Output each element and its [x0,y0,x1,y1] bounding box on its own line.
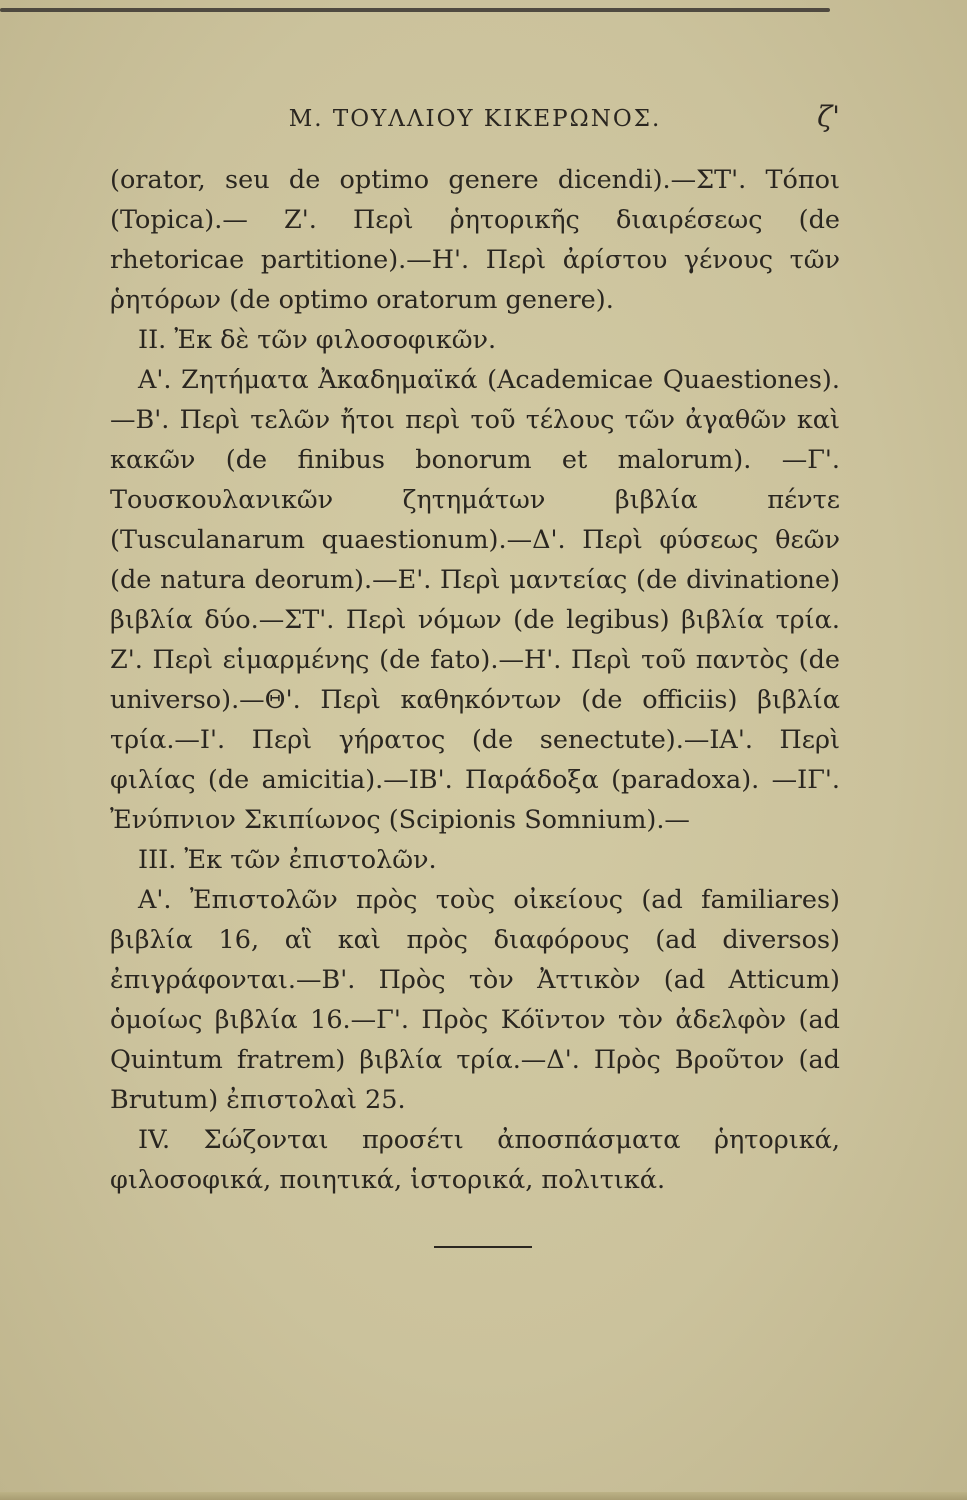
body-text [110,160,840,1200]
paragraph-letters: Α'. Ἐπιστολῶν πρὸς τοὺς οἰκείους (ad familiares) βιβλία 16, αἳ καὶ πρὸς διαφόρους (ad diversos) ἐπιγράφονται.—Β'. Πρὸς τὸν Ἀττικὸν (ad Atticum) ὁμοίως βιβλία 16.—Γ'. Πρὸς Κόϊντον τὸν ἀδελφὸν (ad Quintum fratrem) βιβλία τρία.—Δ'. Πρὸς Βροῦτον (ad Brutum) ἐπιστολαὶ 25. [110,885,840,1115]
running-head: Μ. ΤΟΥΛΛΙΟΥ ΚΙΚΕΡΩΝΟΣ. [288,106,662,132]
section-heading-philosophical: II. Ἐκ δὲ τῶν φιλοσοφικῶν. [138,325,497,355]
top-border-rule [0,8,830,12]
section-heading-letters: III. Ἐκ τῶν ἐπιστολῶν. [138,845,437,875]
page-number: ζ' [817,100,840,133]
page-header [110,100,840,140]
closing-rule [434,1246,532,1248]
page-bottom-edge [0,1492,967,1500]
paragraph-fragments: IV. Σώζονται προσέτι ἀποσπάσματα ῥητορικά, φιλοσοφικά, ποιητικά, ἱστορικά, πολιτικά. [110,1125,840,1195]
paragraph-orator-continuation: (orator, seu de optimo genere dicendi).—ΣΤ'. Τόποι (Topica).— Ζ'. Περὶ ῥητορικῆς διαιρέσεως (de rhetoricae partitione).—Η'. Περὶ ἀρίστου γένους τῶν ῥητόρων (de optimo oratorum genere). [110,165,840,315]
paragraph-philosophical-works: Α'. Ζητήματα Ἀκαδημαϊκά (Academicae Quaestiones).—Β'. Περὶ τελῶν ἤτοι περὶ τοῦ τέλους τῶν ἀγαθῶν καὶ κακῶν (de finibus bonorum et malorum). —Γ'. Τουσκουλανικῶν ζητημάτων βιβλία πέντε (Tusculanarum quaestionum).—Δ'. Περὶ φύσεως θεῶν (de natura deorum).—Ε'. Περὶ μαντείας (de divinatione) βιβλία δύο.—ΣΤ'. Περὶ νόμων (de legibus) βιβλία τρία. Ζ'. Περὶ εἱμαρμένης (de fato).—Η'. Περὶ τοῦ παντὸς (de universo).—Θ'. Περὶ καθηκόντων (de officiis) βιβλία τρία.—Ι'. Περὶ γήρατος (de senectute).—ΙΑ'. Περὶ φιλίας (de amicitia).—ΙΒ'. Παράδοξα (paradoxa). —ΙΓ'. Ἐνύπνιον Σκιπίωνος (Scipionis Somnium).— [110,365,840,835]
